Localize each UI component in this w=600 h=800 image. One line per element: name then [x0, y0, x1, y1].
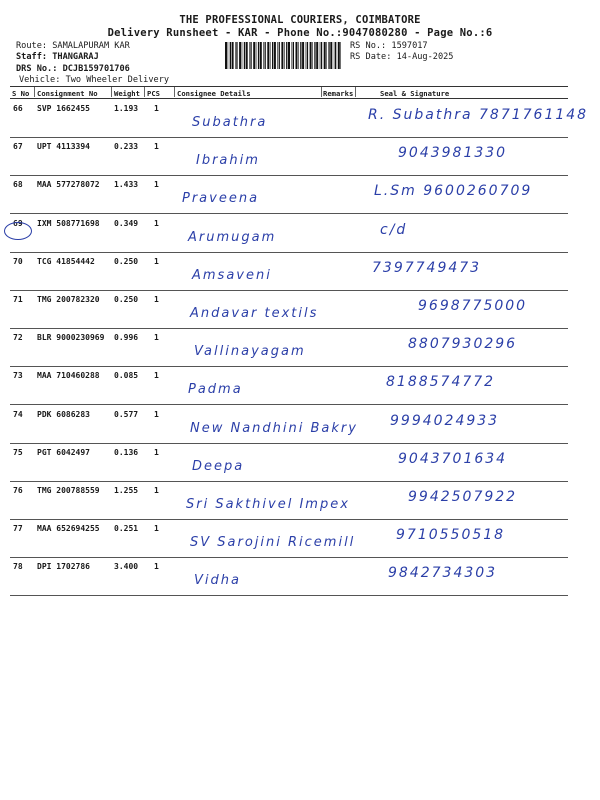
row-weight: 0.136 [114, 447, 139, 457]
row-pcs: 1 [154, 409, 159, 419]
row-consignee-handwritten: Deepa [192, 458, 245, 474]
row-consignee-handwritten: Amsaveni [192, 267, 272, 283]
table-row [10, 137, 568, 176]
row-consignment-no: MAA 652694255 [37, 524, 100, 534]
row-signature-handwritten: R. Subathra 7871761148 [368, 107, 589, 123]
col-seal-header: Seal & Signature [380, 89, 450, 98]
row-consignee-handwritten: Andavar textils [190, 306, 319, 321]
col-consignment-header: Consignment No [37, 89, 98, 98]
row-pcs: 1 [154, 104, 159, 113]
row-consignee-handwritten: Praveena [182, 191, 260, 207]
row-pcs: 1 [154, 218, 159, 228]
row-weight: 3.400 [114, 562, 139, 572]
row-sno: 75 [13, 447, 23, 457]
table-row [10, 99, 589, 138]
row-consignee-handwritten: Subathra [192, 115, 268, 130]
table-row [10, 481, 568, 520]
row-consignment-no: TCG 41854442 [37, 256, 95, 266]
row-pcs: 1 [154, 142, 159, 152]
row-consignment-no: BLR 9000230969 [37, 333, 105, 343]
row-pcs: 1 [154, 562, 159, 572]
row-consignment-no: MAA 577278072 [37, 180, 100, 190]
row-signature-handwritten: 9710550518 [396, 527, 506, 544]
row-weight: 0.251 [114, 524, 139, 534]
row-weight: 1.255 [114, 486, 139, 495]
row-weight: 1.193 [114, 104, 139, 113]
staff-label: Staff: THANGARAJ [16, 52, 99, 62]
rs-date: RS Date: 14-Aug-2025 [350, 52, 454, 62]
row-weight: 0.233 [114, 142, 139, 152]
row-pcs: 1 [154, 180, 159, 190]
row-consignee-handwritten: Sri Sakthivel Impex [186, 497, 350, 512]
row-consignment-no: TMG 200788559 [37, 486, 100, 495]
table-row [10, 366, 568, 405]
row-consignment-no: MAA 710460288 [37, 371, 100, 381]
company-title: THE PROFESSIONAL COURIERS, COIMBATORE [179, 14, 421, 26]
row-consignment-no: UPT 4113394 [37, 142, 90, 152]
row-consignment-no: TMG 200782320 [37, 295, 100, 304]
header-top-rule [10, 86, 568, 87]
rs-number: RS No.: 1597017 [350, 41, 428, 51]
row-pcs: 1 [154, 333, 159, 343]
row-pcs: 1 [154, 295, 159, 304]
row-sno: 70 [13, 256, 23, 266]
row-signature-handwritten: 8807930296 [408, 336, 518, 353]
row-consignment-no: IXM 508771698 [37, 218, 100, 228]
row-sno: 77 [13, 524, 23, 534]
row-sno: 73 [13, 371, 23, 381]
row-sno: 68 [13, 180, 23, 190]
row-weight: 0.250 [114, 295, 139, 304]
col-remarks-header: Remarks [323, 89, 354, 98]
drs-number: DRS No.: DCJB159701706 [16, 64, 130, 74]
route-label: Route: SAMALAPURAM KAR [16, 41, 130, 51]
row-sno: 78 [13, 562, 23, 572]
row-consignment-no: PGT 6042497 [37, 447, 90, 457]
row-signature-handwritten: 9043701634 [398, 450, 508, 467]
row-consignee-handwritten: New Nandhini Bakry [190, 420, 358, 436]
row-weight: 0.577 [114, 409, 139, 419]
row-consignment-no: DPI 1702786 [37, 562, 90, 572]
row-sno: 67 [13, 142, 23, 152]
table-row [10, 290, 568, 329]
col-weight-header: Weight [114, 89, 140, 98]
row-pcs: 1 [154, 371, 159, 381]
row-weight: 0.349 [114, 218, 139, 228]
row-consignee-handwritten: Arumugam [188, 229, 277, 245]
row-weight: 0.085 [114, 371, 139, 381]
row-consignee-handwritten: Padma [188, 382, 243, 398]
row-signature-handwritten: L.Sm 9600260709 [374, 183, 533, 200]
row-sno: 66 [13, 104, 23, 113]
row-sno: 74 [13, 409, 23, 419]
col-consignee-header: Consignee Details [177, 89, 251, 98]
row-weight: 0.996 [114, 333, 139, 343]
row-consignee-handwritten: Vallinayagam [194, 344, 306, 360]
row-pcs: 1 [154, 486, 159, 495]
row-signature-handwritten: 9043981330 [398, 145, 508, 162]
row-sno: 76 [13, 486, 23, 495]
row-signature-handwritten: 7397749473 [372, 259, 482, 276]
row-signature-handwritten: 9942507922 [408, 489, 518, 505]
runsheet-subtitle: Delivery Runsheet - KAR - Phone No.:9047080280 - Page No.:6 [107, 27, 493, 39]
row-signature-handwritten: 8188574772 [386, 374, 496, 391]
table-row [10, 519, 568, 558]
row-consignment-no: PDK 6086283 [37, 409, 90, 419]
vehicle-label: Vehicle: Two Wheeler Delivery [19, 75, 170, 85]
table-row [10, 252, 568, 291]
row-pcs: 1 [154, 524, 159, 534]
col-pcs-header: PCS [147, 89, 160, 98]
row-signature-handwritten: 9698775000 [418, 298, 528, 314]
row-consignee-handwritten: Vidha [194, 573, 241, 589]
table-row [10, 214, 568, 253]
row-pcs: 1 [154, 447, 159, 457]
table-row [10, 328, 568, 367]
row-consignee-handwritten: Ibrahim [196, 153, 260, 169]
table-row [10, 557, 568, 596]
row-consignee-handwritten: SV Sarojini Ricemill [190, 535, 356, 551]
barcode-image [224, 42, 344, 69]
row-pcs: 1 [154, 256, 159, 266]
row-sno: 69 [13, 218, 23, 228]
row-sno: 72 [13, 333, 23, 343]
table-row [10, 175, 568, 214]
row-signature-handwritten: 9842734303 [388, 565, 498, 582]
table-row [10, 443, 568, 482]
table-row [10, 405, 568, 444]
row-sno: 71 [13, 295, 23, 304]
row-signature-handwritten: c/d [380, 221, 408, 238]
row-weight: 0.250 [114, 256, 139, 266]
row-consignment-no: SVP 1662455 [37, 104, 90, 113]
col-sno-header: S No [12, 89, 30, 98]
handwritten-circle-mark [4, 222, 32, 240]
row-signature-handwritten: 9994024933 [390, 412, 500, 429]
row-weight: 1.433 [114, 180, 139, 190]
